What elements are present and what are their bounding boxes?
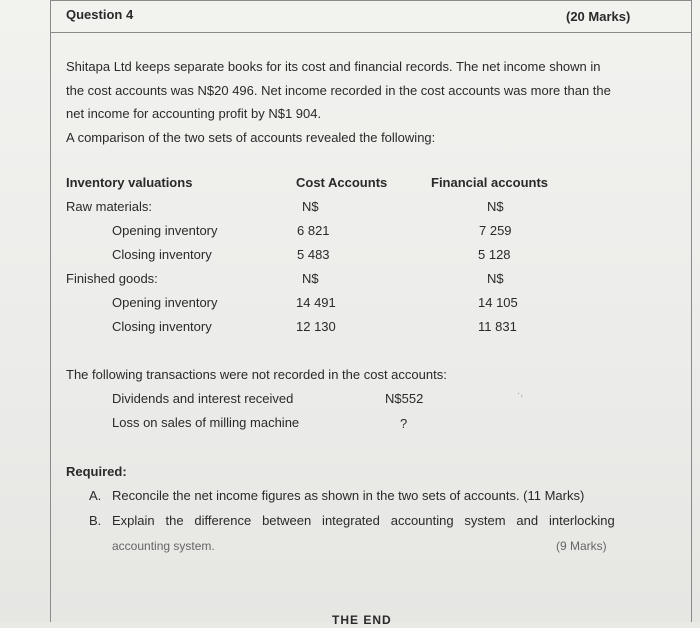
fg-closing-cost: 12 130 xyxy=(296,319,336,334)
transaction-label-loss: Loss on sales of milling machine xyxy=(112,415,300,430)
required-b-marks: (9 Marks) xyxy=(556,539,607,553)
table-header-cost: Cost Accounts xyxy=(296,175,388,190)
required-b-text-line-2: accounting system. xyxy=(112,539,215,553)
raw-opening-cost: 6 821 xyxy=(297,223,330,238)
intro-line-2: the cost accounts was N$20 496. Net income recorded in the cost accounts was more than the xyxy=(66,82,611,98)
frame-top-border xyxy=(50,0,691,1)
intro-line-4: A comparison of the two sets of accounts revealed the following: xyxy=(66,129,436,145)
table-header-label: Inventory valuations xyxy=(66,175,193,190)
required-heading: Required: xyxy=(66,464,127,479)
table-header-financial: Financial accounts xyxy=(431,175,549,190)
intro-paragraph xyxy=(66,55,666,149)
paper-mark: ·, xyxy=(517,388,524,399)
fg-opening-label: Opening inventory xyxy=(112,295,218,310)
raw-opening-financial: 7 259 xyxy=(479,223,512,238)
raw-materials-label: Raw materials: xyxy=(66,199,152,214)
header-divider xyxy=(50,32,691,33)
question-marks: (20 Marks) xyxy=(566,9,631,24)
intro-line-1: Shitapa Ltd keeps separate books for its cost and financial records. The net income shown in xyxy=(66,59,601,74)
raw-closing-label: Closing inventory xyxy=(112,247,212,262)
raw-closing-cost: 5 483 xyxy=(297,247,330,262)
question-title: Question 4 xyxy=(66,7,134,22)
raw-materials-fin-unit: N$ xyxy=(487,199,504,214)
transaction-value-loss: ? xyxy=(400,416,408,431)
raw-materials-cost-unit: N$ xyxy=(302,199,319,214)
finished-goods-label: Finished goods: xyxy=(66,271,158,286)
transactions-intro: The following transactions were not recorded in the cost accounts: xyxy=(66,367,447,382)
finished-goods-fin-unit: N$ xyxy=(487,271,504,286)
raw-closing-financial: 5 128 xyxy=(478,247,511,262)
fg-closing-financial: 11 831 xyxy=(478,319,517,334)
required-a-letter: A. xyxy=(89,488,102,503)
required-b-text-line-1: Explain the difference between integrated accounting system and interlocking xyxy=(112,513,615,528)
transaction-label-dividends: Dividends and interest received xyxy=(112,391,294,406)
transaction-value-dividends: N$552 xyxy=(385,391,424,406)
raw-opening-label: Opening inventory xyxy=(112,223,218,238)
required-a-text: Reconcile the net income figures as shown in the two sets of accounts. (11 Marks) xyxy=(112,488,585,503)
finished-goods-cost-unit: N$ xyxy=(302,271,319,286)
fg-opening-cost: 14 491 xyxy=(296,295,336,310)
fg-opening-financial: 14 105 xyxy=(478,295,518,310)
required-b-letter: B. xyxy=(89,513,102,528)
intro-line-3: net income for accounting profit by N$1 904. xyxy=(66,106,322,121)
end-label: THE END xyxy=(332,613,392,627)
fg-closing-label: Closing inventory xyxy=(112,319,212,334)
